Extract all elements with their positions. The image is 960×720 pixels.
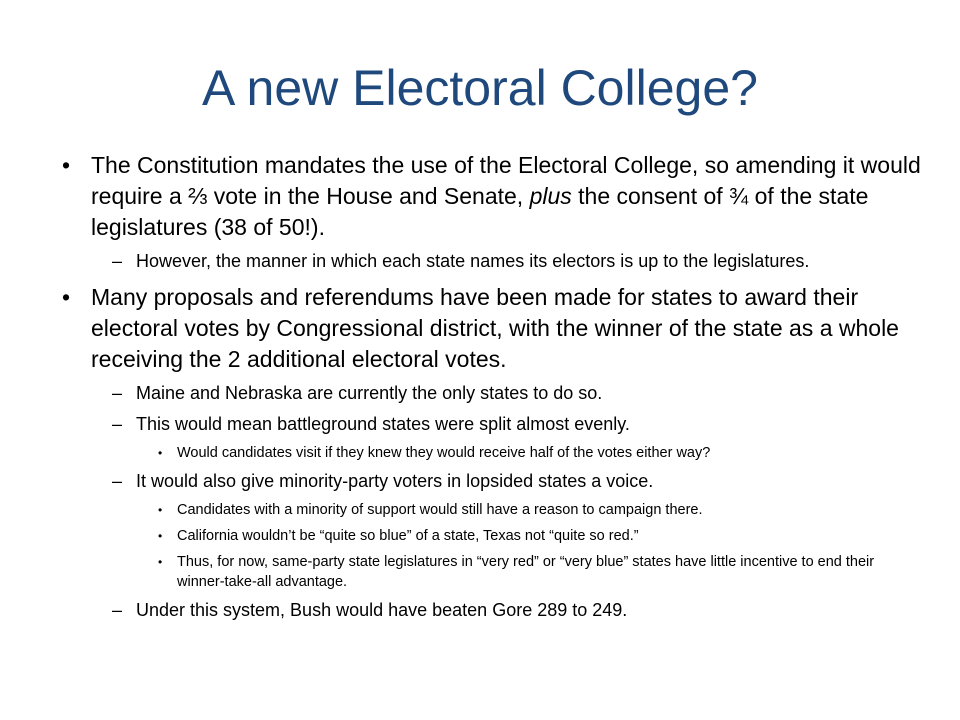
small-bullet-marker: • [158, 529, 163, 543]
subsubbullet-text: Would candidates visit if they knew they would receive half of the votes either way? [177, 445, 711, 461]
subbullet-maine-nebraska [62, 381, 922, 406]
subbullet-minority-voters [62, 469, 922, 494]
dash-marker: – [112, 471, 123, 491]
bullet-text-part: The Constitution mandates the use of the Electoral College, so amending it would require a ⅔ vote in the House and Senate, [91, 152, 921, 209]
subbullet-text: Maine and Nebraska are currently the only states to do so. [136, 383, 603, 403]
subsubbullet-text: Thus, for now, same-party state legislatures in “very red” or “very blue” states have little incentive to end their winner-take-all advantage. [177, 554, 875, 590]
bullet-marker: • [62, 284, 71, 310]
subsubbullet-candidates-visit [62, 443, 922, 463]
subbullet-text: It would also give minority-party voters in lopsided states a voice. [136, 471, 654, 491]
bullet-text-part: the consent of ¾ of the state legislatures (38 of 50!). [91, 183, 869, 240]
bullet-marker: • [62, 152, 71, 178]
subsubbullet-campaign-there [62, 500, 922, 520]
dash-marker: – [112, 383, 123, 403]
subbullet-battleground [62, 412, 922, 437]
bullet-proposals [62, 282, 922, 375]
subsubbullet-california-texas [62, 526, 922, 546]
subbullet-bush-gore [62, 598, 922, 623]
subbullet-manner-of-electors [62, 249, 922, 274]
subbullet-text: This would mean battleground states were split almost evenly. [136, 414, 630, 434]
small-bullet-marker: • [158, 555, 163, 569]
slide-content [62, 150, 922, 629]
subsubbullet-same-party [62, 552, 922, 592]
subsubbullet-text: California wouldn’t be “quite so blue” of a state, Texas not “quite so red.” [177, 528, 639, 544]
subbullet-text: However, the manner in which each state names its electors is up to the legislatures. [136, 251, 810, 271]
small-bullet-marker: • [158, 446, 163, 460]
subbullet-text: Under this system, Bush would have beaten Gore 289 to 249. [136, 600, 628, 620]
bullet-constitution [62, 150, 922, 243]
dash-marker: – [112, 414, 123, 434]
dash-marker: – [112, 251, 123, 271]
subsubbullet-text: Candidates with a minority of support would still have a reason to campaign there. [177, 502, 703, 518]
dash-marker: – [112, 600, 123, 620]
small-bullet-marker: • [158, 503, 163, 517]
bullet-text-italic: plus [529, 183, 572, 209]
bullet-text: Many proposals and referendums have been made for states to award their electoral votes by Congressional district, with the winner of the state as a whole receiving the 2 additional electoral votes. [91, 284, 899, 372]
slide-title: A new Electoral College? [202, 60, 758, 116]
